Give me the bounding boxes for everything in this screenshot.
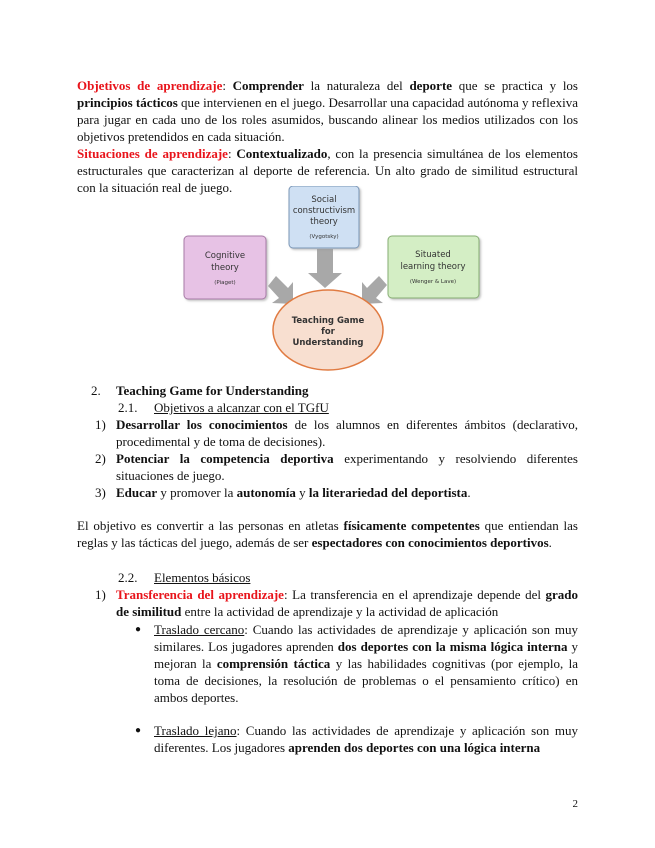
situations-paragraph: Situaciones de aprendizaje: Contextualizado, con la presencia simultánea de los elementos estructurales que caracterizan al deporte de referencia. Un alto grado de similitud estructural con la situación real de juego. xyxy=(77,146,578,195)
social-title-3: theory xyxy=(310,217,338,227)
subsection-2-2-number: 2.2. xyxy=(118,570,138,585)
section-2-title: Teaching Game for Understanding xyxy=(116,383,309,398)
situations-label: Situaciones de aprendizaje xyxy=(77,146,228,161)
transfer-label: Transferencia del aprendizaje xyxy=(116,587,284,602)
arrow-right-to-center xyxy=(362,276,387,304)
objectives-label: Objetivos de aprendizaje xyxy=(77,78,223,93)
cognitive-author: (Piaget) xyxy=(214,280,236,286)
bullet-1-icon: ● xyxy=(135,624,142,635)
bullet-2-icon: ● xyxy=(135,725,142,736)
item-2: Potenciar la competencia deportiva experimentando y resolviendo diferentes situaciones de juego. xyxy=(116,451,578,483)
bullet-near-transfer: Traslado cercano: Cuando las actividades de aprendizaje y aplicación son muy similares. Los jugadores aprenden dos deportes con la misma lógica interna y mejoran la comprensión táctica y las habilidades cognitivas (por ejemplo, la toma de decisiones, la resolución de problemas o el pensamiento crítico) en ambos deportes. xyxy=(154,622,579,705)
section-2-number: 2. xyxy=(91,383,101,398)
objective-paragraph: El objetivo es convertir a las personas en atletas físicamente competentes que entiendan las reglas y las tácticas del juego, además de ser espectadores con conocimientos deportivos. xyxy=(77,518,578,550)
bullet-far-transfer: Traslado lejano: Cuando las actividades de aprendizaje y aplicación son muy diferentes. Los jugadores aprenden dos deportes con una lógica interna xyxy=(154,723,578,755)
center-line-2: for xyxy=(321,327,335,337)
social-title-1: Social xyxy=(311,195,337,205)
objectives-paragraph: Objetivos de aprendizaje: Comprender la naturaleza del deporte que se practica y los principios tácticos que intervienen en el juego. Desarrollar una capacidad autónoma y reflexiva para jugar en cada uno de los roles asumidos, buscando alinear los medios utilizados con los objetivos pretendidos en cada situación. xyxy=(77,78,579,144)
item-1: Desarrollar los conocimientos de los alumnos en diferentes ámbitos (declarativo, procedimental y de toma de decisiones). xyxy=(116,417,578,449)
cognitive-title-1: Cognitive xyxy=(204,251,246,261)
subsection-2-1-number: 2.1. xyxy=(118,400,138,415)
page-number: 2 xyxy=(572,798,578,810)
item-3-number: 3) xyxy=(95,485,106,500)
tgfu-theories-diagram xyxy=(180,186,490,372)
situated-author: (Wenger & Lave) xyxy=(409,279,457,285)
elem-item-1: Transferencia del aprendizaje: La transferencia en el aprendizaje depende del grado de similitud entre la actividad de aprendizaje y la actividad de aplicación xyxy=(116,587,578,619)
subsection-2-2-title: Elementos básicos xyxy=(154,570,251,585)
center-line-3: Understanding xyxy=(292,338,364,348)
subsection-2-1-title: Objetivos a alcanzar con el TGfU xyxy=(154,400,329,415)
center-line-1: Teaching Game xyxy=(291,316,365,326)
arrow-left-to-center xyxy=(268,276,293,304)
situated-title-1: Situated xyxy=(415,250,451,260)
arrow-down xyxy=(308,249,342,288)
cognitive-title-2: theory xyxy=(211,263,239,273)
elem-item-1-number: 1) xyxy=(95,587,106,602)
item-2-number: 2) xyxy=(95,451,106,466)
situated-title-2: learning theory xyxy=(400,262,466,272)
item-3: Educar y promover la autonomía y la literariedad del deportista. xyxy=(116,485,471,500)
social-author: (Vygotsky) xyxy=(309,234,339,240)
social-title-2: constructivism xyxy=(292,206,356,216)
item-1-number: 1) xyxy=(95,417,106,432)
